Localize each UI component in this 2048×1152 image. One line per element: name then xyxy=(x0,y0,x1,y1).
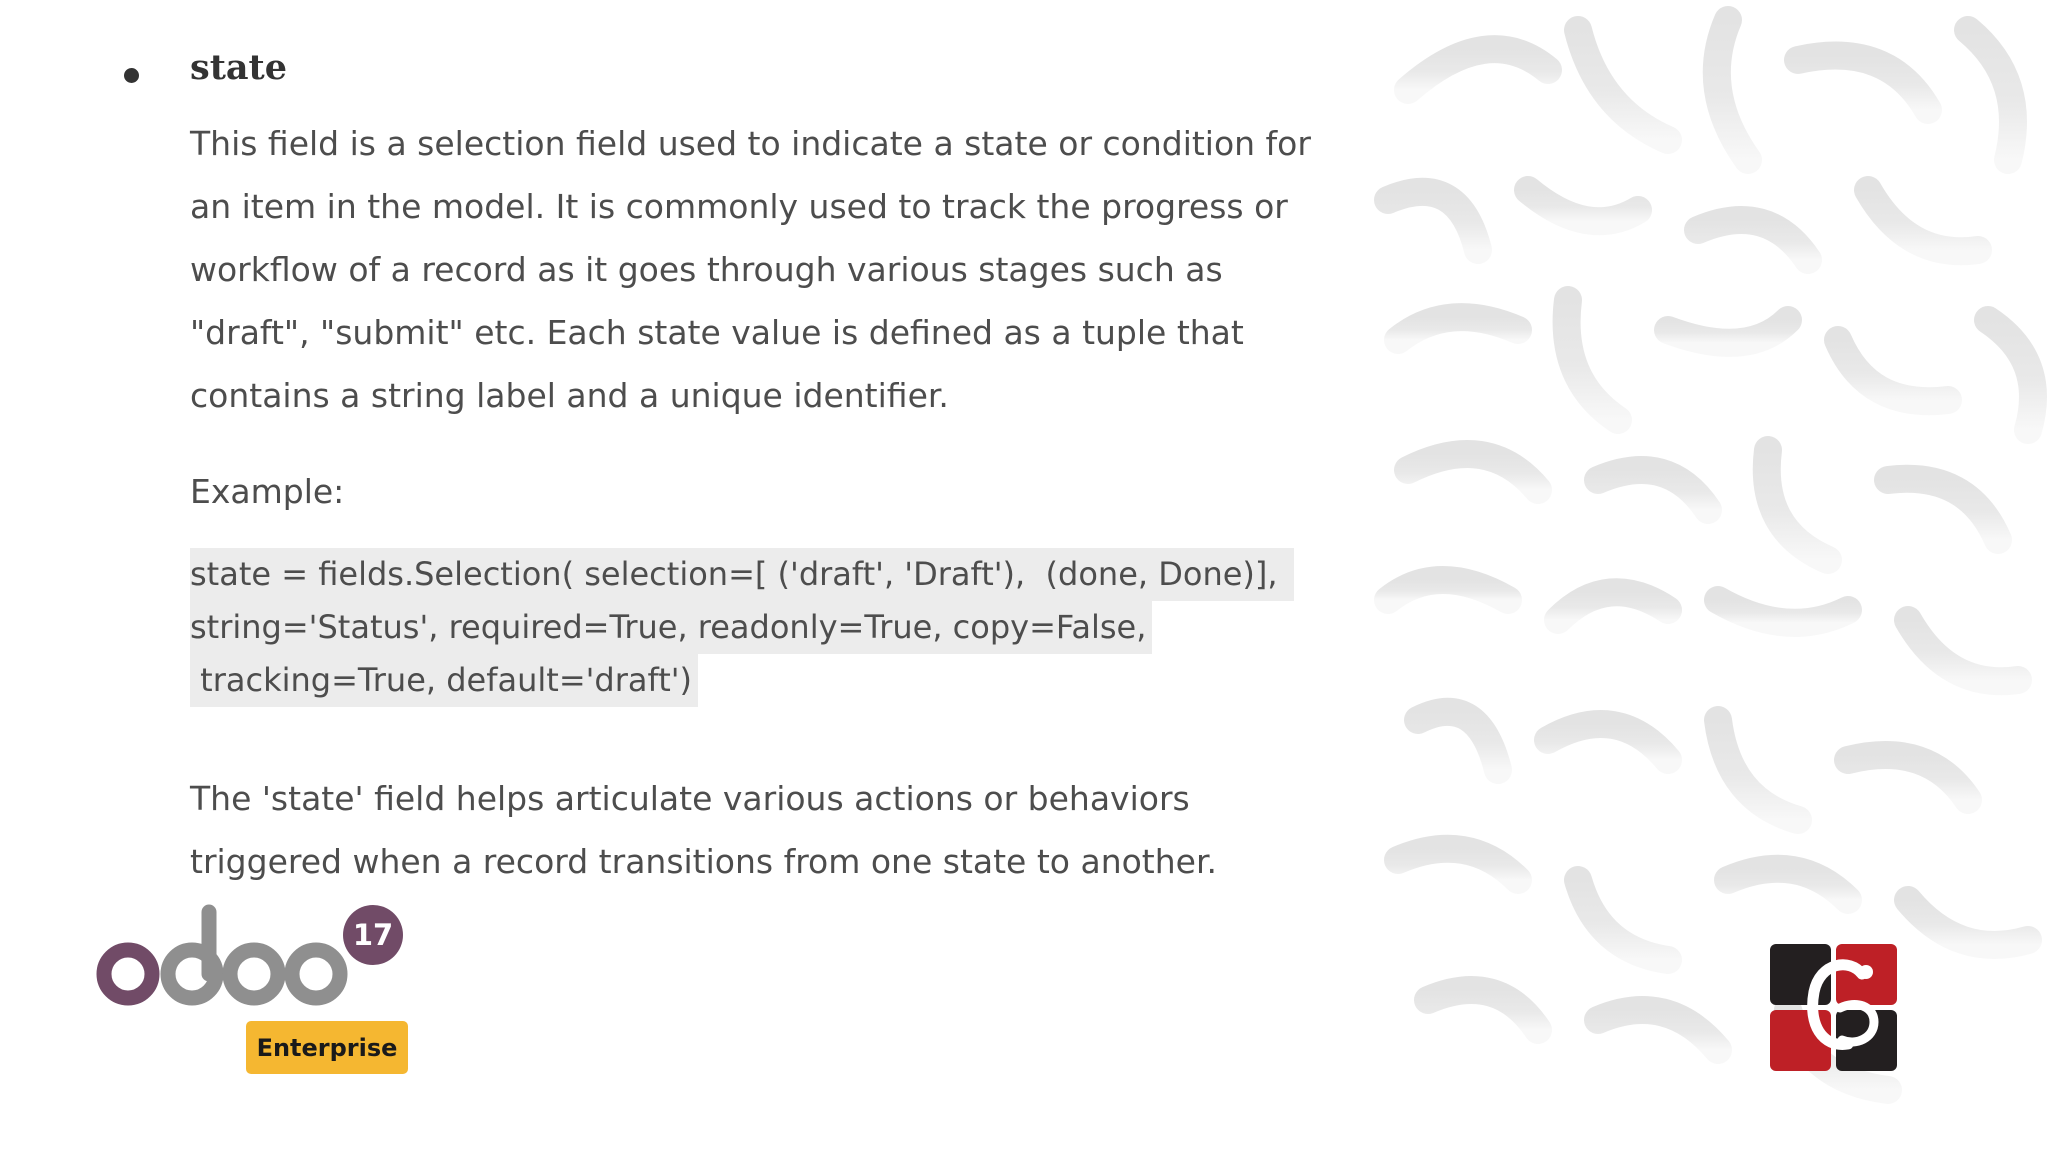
version-badge: 17 xyxy=(343,905,403,965)
description-paragraph: This field is a selection field used to indicate a state or condition for an item in the model. It is commonly used to track the progress or workflow of a record as it goes through various stages such as "draft", "submit" etc. Each state value is defined as a tuple that contains a string label and a unique identifier. xyxy=(190,124,1311,415)
code-example xyxy=(190,548,1294,707)
bullet-point xyxy=(124,68,139,83)
code-line: state = fields.Selection( selection=[ ('draft', 'Draft'), (done, Done)], xyxy=(190,548,1294,601)
odoo-logo xyxy=(96,885,416,1080)
odoo-wordmark xyxy=(96,885,356,1010)
odoo-wordmark-text: odoo xyxy=(96,885,136,904)
example-label: Example: xyxy=(190,472,345,511)
edition-badge: Enterprise xyxy=(246,1021,408,1074)
company-monogram-logo xyxy=(1770,944,1897,1071)
closing-paragraph: The 'state' field helps articulate various actions or behaviors triggered when a record transitions from one state to another. xyxy=(190,779,1217,881)
code-line: tracking=True, default='draft') xyxy=(190,654,698,707)
section-heading: state xyxy=(190,47,287,88)
background-pattern xyxy=(1368,0,2048,1152)
code-line: string='Status', required=True, readonly=True, copy=False, xyxy=(190,601,1152,654)
